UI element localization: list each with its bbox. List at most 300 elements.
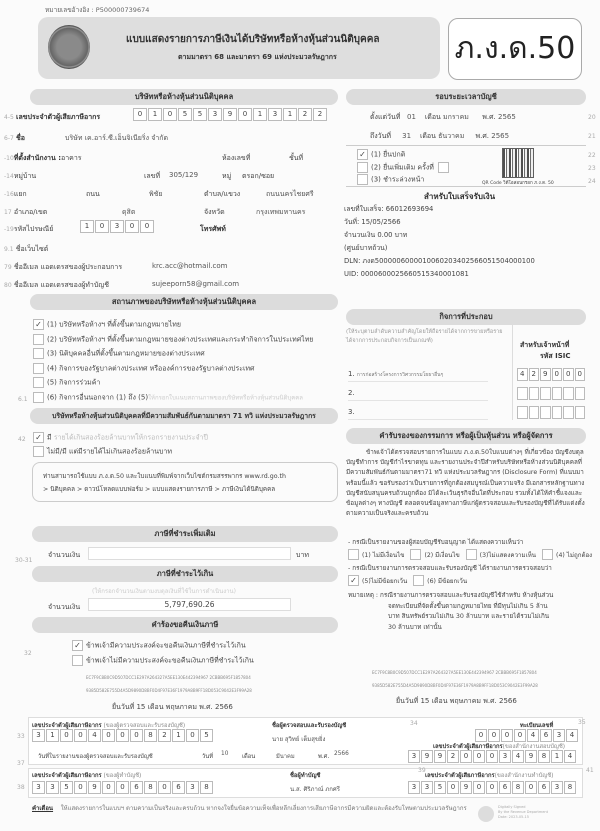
to-month: ธันวาคม: [438, 132, 465, 140]
option-label: (6) มีข้อยกเว้น: [427, 577, 468, 585]
option-label: (1) ยื่นปกติ: [371, 150, 406, 159]
option-item: [410, 552, 459, 559]
digit-box[interactable]: [517, 387, 528, 400]
isic-label: รหัส ISIC: [540, 352, 571, 360]
option-label: (2) บริษัทหรือห้างฯ ที่ตั้งขึ้นตามกฎหมายของต่างประเทศและกระทำกิจการในประเทศไทย: [47, 335, 314, 343]
digit-box[interactable]: 0: [163, 108, 177, 121]
digit-box[interactable]: 9: [460, 781, 472, 794]
signature-hash: EC7F9C8B0C9D507DCC1E297A264327A5EE130E442394967 2CBBB695F1857804: [372, 670, 537, 675]
digit-box[interactable]: 1: [253, 108, 267, 121]
qr-code-icon[interactable]: [503, 149, 533, 177]
digit-box[interactable]: 5: [434, 781, 446, 794]
line-number: 37: [17, 760, 25, 767]
certification-paragraph: ข้าพเจ้าได้ตรวจสอบรายการในแบบ ภ.ง.ด.50ใบแนบต่างๆ ที่เกี่ยวข้อง บัญชีงบดุล บัญชีทำการ บัญชีกำไรขาดทุน และรายงานประจำปีสำหรับบริษัทหรือห้างส่วนนิติบุคคลที่มีความสัมพันธ์กันตามมาตรา71 ทวิ แห่งประมวลรัษฎากร (Disclosure Form) ที่แนบมาพร้อมนี้แล้ว ขอรับรองว่าเป็นรายการที่ถูกต้องสมบูรณ์เป็นความจริง มีเอกสารหลักฐานทางบัญชีสนับสนุนครบถ้วนถูกต้อง มิได้ละเว้นธุรกิจอื่นใดที่ประกอบ รวมทั้งได้ให้คำชี้แจงและข้อมูลต่างๆ ทางบัญชี ตลอดจนข้อมูลทางภาษีแก่ผู้ตรวจสอบและรับรองบัญชีที่ได้รับแต่งตั้งตามความเป็นจริงและครบถ้วน: [346, 449, 585, 518]
month-label: เดือน: [242, 754, 256, 760]
digit-box[interactable]: 0: [95, 220, 109, 233]
accountant-tax-id-note: (ของผู้ทำบัญชี): [103, 773, 142, 779]
digit-box[interactable]: 0: [186, 729, 199, 742]
digit-box[interactable]: 9: [421, 750, 433, 763]
digit-box[interactable]: 2: [298, 108, 312, 121]
room-label: ห้องเลขที่: [222, 154, 251, 162]
digit-box[interactable]: 0: [133, 108, 147, 121]
accountant-name-label: ชื่อผู้ทำบัญชี: [290, 773, 321, 779]
receipt-line: จำนวนเงิน 0.00 บาท: [344, 231, 408, 239]
digit-box[interactable]: 0: [60, 729, 73, 742]
line-number: 22: [588, 152, 596, 159]
option-label: (4) ไม่ถูกต้อง: [556, 551, 593, 559]
subdistrict: ถนนนครไชยศรี: [266, 190, 314, 198]
digit-box[interactable]: 8: [512, 781, 524, 794]
digit-box[interactable]: 3: [32, 781, 45, 794]
period-section-header: รอบระยะเวลาบัญชี: [346, 89, 586, 105]
option-item: [33, 392, 313, 407]
amendment-number-field[interactable]: [438, 162, 449, 173]
day-label: วันที่: [202, 754, 214, 760]
digit-box[interactable]: 5: [178, 108, 192, 121]
digit-box[interactable]: 3: [553, 729, 565, 742]
house-no-label: เลขที่: [144, 172, 161, 180]
digit-box[interactable]: [552, 387, 563, 400]
digit-box[interactable]: 0: [74, 729, 87, 742]
digit-box[interactable]: 8: [200, 781, 213, 794]
line-number: 6.1: [18, 396, 28, 403]
checkbox[interactable]: [410, 549, 421, 560]
info-line: ท่านสามารถใช้แบบ ภ.ง.ด.50 และใบแนบที่พิมพ์จากเว็บไซต์กรมสรรพากร www.rd.go.th: [43, 473, 286, 480]
digit-box[interactable]: 9: [223, 108, 237, 121]
checkbox[interactable]: ✓: [348, 575, 359, 586]
house-no: 305/129: [169, 171, 199, 179]
related-no-checkbox[interactable]: [33, 446, 44, 457]
option-item: [33, 377, 313, 392]
line-number: 33: [17, 733, 25, 740]
case1-text: - กรณีเป็นรายงานของผู้สอบบัญชีรับอนุญาต ได้แสดงความเห็นว่า: [348, 539, 524, 546]
digit-box[interactable]: 3: [208, 108, 222, 121]
accountant-email-label: ชื่ออีเมล แอดเดรสของผู้ทำบัญชี: [13, 281, 110, 289]
digit-box[interactable]: 0: [74, 781, 87, 794]
checkbox[interactable]: [413, 575, 424, 586]
line-number: 20: [588, 114, 596, 121]
postal-label: รหัสไปรษณีย์: [13, 225, 54, 233]
digit-box[interactable]: 4: [88, 729, 101, 742]
stamp-line: By the Revenue Department: [498, 810, 548, 814]
business-row: [348, 389, 488, 401]
checkbox[interactable]: [33, 392, 44, 403]
certification-note: หมายเหตุ : กรณีรายงานการตรวจสอบและรับรองบัญชีใช้สำหรับ ห้างหุ้นส่วนจดทะเบียนที่จัดตั้งขึ้นตามกฎหมายไทย ที่มีทุนไม่เกิน 5 ล้านบาท สินทรัพย์รวมไม่เกิน 30 ล้านบาท และรายได้รวมไม่เกิน 30 ล้านบาท เท่านั้น: [348, 592, 554, 631]
month-label: เดือน: [424, 113, 441, 121]
checkbox[interactable]: [542, 549, 553, 560]
option-label: (2) มีเงื่อนไข: [424, 551, 460, 559]
related-yes-checkbox[interactable]: ✓: [33, 432, 44, 443]
digit-box[interactable]: 2: [529, 368, 540, 381]
digit-box[interactable]: 0: [563, 368, 574, 381]
option-label: (5) กิจการร่วมค้า: [47, 378, 101, 387]
month-label: เดือน: [419, 132, 436, 140]
accountant-tax-id-label: เลขประจำตัวผู้เสียภาษีอากร: [32, 773, 102, 779]
auditor-tax-id: [32, 729, 214, 742]
digit-box[interactable]: 5: [60, 781, 73, 794]
digit-box[interactable]: 1: [172, 729, 185, 742]
digit-box[interactable]: 6: [538, 781, 550, 794]
auditor-name: นาย สุวิทย์ เต็มสุขยิ่ง: [272, 736, 326, 743]
option-label: (3)ไม่แสดงความเห็น: [479, 551, 537, 559]
audit-office-tax-id: [408, 750, 577, 763]
to-date-label: ถึงวันที่: [370, 132, 391, 140]
related-yes-label: มี: [47, 433, 52, 442]
digit-box[interactable]: 0: [473, 750, 485, 763]
digit-box[interactable]: 0: [486, 781, 498, 794]
line-number: 32: [24, 650, 32, 657]
stamp-line: Date: 2023-05-15: [498, 815, 529, 819]
digit-box[interactable]: 6: [172, 781, 185, 794]
business-row: [348, 370, 488, 382]
digit-box[interactable]: 5: [200, 729, 213, 742]
stamp-line: Digitally Signed: [498, 805, 526, 809]
digit-box[interactable]: 5: [193, 108, 207, 121]
warning-text: ให้แสดงรายการในแบบฯ ตามความเป็นจริงและครบถ้วน หากจงใจยื่นข้อความเท็จเพื่อหลีกเลี่ยงการเสียภาษีอากรมีความผิดและต้องรับโทษตามประมวลรัษฎากร: [60, 805, 467, 812]
overpaid-tax-header: ภาษีที่ชำระไว้เกิน: [32, 566, 338, 582]
digit-box[interactable]: 8: [538, 750, 550, 763]
digit-box[interactable]: [529, 387, 540, 400]
digit-box[interactable]: 0: [130, 729, 143, 742]
business-no: 1.: [348, 370, 355, 378]
digit-box[interactable]: 2: [447, 750, 459, 763]
road-label: ถนน: [86, 190, 100, 198]
line-number: 79: [4, 264, 12, 271]
subdistrict-label: ตำบล/แขวง: [204, 190, 241, 198]
digit-box[interactable]: 3: [551, 781, 563, 794]
checkbox[interactable]: [33, 377, 44, 388]
digit-box[interactable]: 4: [566, 729, 578, 742]
yaek-label: แยก: [13, 190, 27, 198]
warning-label: คำเตือน: [32, 805, 54, 812]
digit-box[interactable]: 3: [408, 781, 420, 794]
certification-section-header: คำรับรองของกรรมการ หรือผู้เป็นหุ้นส่วน หรือผู้จัดการ: [346, 428, 586, 444]
report-year: 2566: [334, 751, 349, 757]
option-item: [33, 363, 313, 378]
digit-box[interactable]: 0: [102, 781, 115, 794]
digit-box[interactable]: 9: [434, 750, 446, 763]
additional-tax-header: ภาษีที่ชำระเพิ่มเติม: [32, 526, 338, 542]
signature-hash: EC7F9C8B0C9D507DCC1E297A264327A5EE130E442394967 2CBBB695F1857804: [86, 675, 251, 680]
line-number: 80: [4, 282, 12, 289]
village-label: หมู่บ้าน: [13, 172, 37, 180]
option-item: [348, 552, 404, 559]
option-item: [72, 655, 254, 670]
digit-box[interactable]: 0: [116, 729, 129, 742]
form-code-box: ภ.ง.ด.50: [448, 18, 582, 80]
digit-box[interactable]: 3: [421, 781, 433, 794]
checkbox[interactable]: ✓: [357, 149, 368, 160]
line-number: 30-31: [15, 557, 33, 564]
auditor-tax-id-note: (ของผู้ตรวจสอบและรับรองบัญชี): [103, 723, 186, 729]
year-label: พ.ศ.: [318, 754, 330, 760]
digit-box[interactable]: [540, 406, 551, 419]
checkbox[interactable]: [348, 549, 359, 560]
business-desc[interactable]: การก่อสร้างโครงการวิศวกรรมโยธาอื่นๆ: [356, 372, 444, 378]
business-note: (ให้ระบุตามลำดับความสำคัญโดยให้ถือรายได้จากการขายหรือรายได้จากการประกอบกิจการเป็นเกณฑ์): [346, 329, 503, 344]
company-section-header: บริษัทหรือห้างหุ้นส่วนนิติบุคคล: [30, 89, 338, 105]
digit-box[interactable]: 0: [575, 368, 586, 381]
digit-box[interactable]: 4: [517, 368, 528, 381]
option-label: ข้าพเจ้ามีความประสงค์จะขอคืนเงินภาษีที่ชำระไว้เกิน: [86, 641, 246, 650]
report-day: 10: [221, 751, 229, 757]
phone-label: โทรศัพท์: [200, 225, 226, 233]
digit-box[interactable]: 0: [525, 781, 537, 794]
from-date-label: ตั้งแต่วันที่: [370, 113, 401, 121]
road: พิชัย: [149, 190, 163, 198]
item6-hint: ให้กรอกใบแนบสถานภาพของบริษัทหรือห้างหุ้นส่วนนิติบุคคล: [148, 394, 303, 401]
digit-box[interactable]: 1: [80, 220, 94, 233]
isic-code: [517, 387, 586, 402]
website-label: ชื่อเว็บไซต์: [15, 245, 49, 253]
option-item: [542, 552, 592, 559]
option-item: [33, 319, 313, 334]
digit-box[interactable]: [575, 406, 586, 419]
line-number: -14: [4, 173, 14, 180]
digit-box[interactable]: 9: [88, 781, 101, 794]
business-no: 2.: [348, 389, 355, 397]
digit-box[interactable]: 6: [540, 729, 552, 742]
additional-tax-amount-label: จำนวนเงิน: [48, 551, 81, 559]
checkbox[interactable]: [33, 348, 44, 359]
digit-box[interactable]: 1: [148, 108, 162, 121]
line-number: 17: [4, 209, 12, 216]
digit-box[interactable]: [563, 406, 574, 419]
digit-box[interactable]: [575, 387, 586, 400]
related-section-header: บริษัทหรือห้างหุ้นส่วนนิติบุคคลที่มีความสัมพันธ์กันตามมาตรา 71 ทวิ แห่งประมวลรัษฎากร: [30, 408, 338, 424]
digit-box[interactable]: 0: [552, 368, 563, 381]
option-item: [413, 578, 467, 585]
digit-box[interactable]: 3: [32, 729, 45, 742]
checkbox[interactable]: ✓: [72, 640, 83, 651]
line-number: -16: [4, 191, 14, 198]
district: ดุสิต: [122, 208, 136, 216]
qr-caption: QR Code วิดีโอสอนกรอก ภ.ง.ด. 50: [482, 181, 554, 186]
digital-signature-stamp-icon: [478, 806, 494, 822]
company-name: บริษัท เค.อาร์.ซี.เอ็นจิเนียริ่ง จำกัด: [65, 134, 169, 142]
digit-box[interactable]: 3: [110, 220, 124, 233]
from-month: มกราคม: [443, 113, 469, 121]
province-label: จังหวัด: [204, 208, 225, 216]
filing-type-options: [357, 149, 452, 187]
digit-box[interactable]: 0: [488, 729, 500, 742]
signature-hash: 9385D582E755D4A5D9890D8BF0D4F97E36F1979A8B9FF18D053C9042E3F99A28: [86, 688, 252, 693]
postal-code: [80, 220, 155, 233]
digit-box[interactable]: 6: [499, 781, 511, 794]
to-day: 31: [402, 132, 412, 140]
line-number: 9.1: [4, 246, 14, 253]
digit-box[interactable]: 2: [313, 108, 327, 121]
option-item: [72, 640, 254, 655]
digit-box[interactable]: 1: [551, 750, 563, 763]
refund-filing-date: ยื่นวันที่ 15 เดือน พฤษภาคม พ.ศ. 2566: [112, 703, 233, 711]
option-item: [357, 162, 452, 175]
digit-box[interactable]: 3: [268, 108, 282, 121]
checkbox[interactable]: ✓: [33, 319, 44, 330]
digit-box[interactable]: 3: [186, 781, 199, 794]
signature-hash: 9385D582E755D4A5D9890D8BF0D4F97E36F1979A8B9FF18D053C9042E3F99A28: [372, 683, 538, 688]
refund-options: [72, 640, 254, 670]
receipt-title: สำหรับใบเสร็จรับเงิน: [424, 192, 496, 201]
auditor-tax-id-label: เลขประจำตัวผู้เสียภาษีอากร: [32, 723, 102, 729]
checkbox[interactable]: [357, 174, 368, 185]
business-section-header: กิจการที่ประกอบ: [346, 309, 586, 325]
receipt-line: (ศูนย์บาทถ้วน): [344, 244, 388, 252]
digit-box[interactable]: 1: [283, 108, 297, 121]
digit-box[interactable]: 4: [564, 750, 576, 763]
receipt-line: UID: 000060002566051534000108​1: [344, 270, 469, 278]
form-subtitle: ตามมาตรา 68 และมาตรา 69 แห่งประมวลรัษฎากร: [178, 53, 337, 61]
status-list: [33, 319, 313, 406]
accounting-office-tax-id: [408, 781, 577, 794]
overpaid-amount-label: จำนวนเงิน: [48, 603, 81, 611]
overpaid-amount-field[interactable]: 5,797,690.26: [88, 598, 291, 611]
checkbox[interactable]: [33, 363, 44, 374]
additional-tax-amount-field[interactable]: [88, 547, 291, 560]
audit-report-options: [348, 575, 473, 586]
line-number: 34: [410, 720, 418, 727]
checkbox[interactable]: [466, 549, 477, 560]
refund-section-header: คำร้องขอคืนเงินภาษี: [32, 617, 338, 633]
business-row: [348, 408, 488, 420]
line-number: 38: [17, 784, 25, 791]
from-year: 2565: [498, 113, 516, 121]
digit-box[interactable]: 0: [486, 750, 498, 763]
isic-code: [517, 406, 586, 421]
accountant-name: น.ส. ศิริภาณ์ ภกศรี: [290, 786, 340, 793]
year-label: พ.ศ.: [475, 132, 490, 140]
digit-box[interactable]: 3: [46, 781, 59, 794]
digit-box[interactable]: 4: [527, 729, 539, 742]
auditor-reg-label: ทะเบียนเลขที่: [520, 723, 554, 729]
status-section-header: สถานภาพของบริษัทหรือห้างหุ้นส่วนนิติบุคคล: [30, 294, 338, 310]
option-label: ข้าพเจ้าไม่มีความประสงค์จะขอคืนเงินภาษีที่ชำระไว้เกิน: [86, 656, 254, 665]
digit-box[interactable]: [563, 387, 574, 400]
report-date-label: วันที่ในรายงานของผู้ตรวจสอบและรับรองบัญชี: [38, 754, 153, 760]
option-label: (6) กิจการอื่นนอกจาก (1) ถึง (5): [47, 393, 149, 401]
receipt-line: DLN: ภงด500000600001006020340256605150400010​0: [344, 257, 535, 265]
digit-box[interactable]: [517, 406, 528, 419]
digit-box[interactable]: 9: [540, 368, 551, 381]
option-label: (5)ไม่มีข้อยกเว้น: [362, 577, 408, 585]
line-number: 21: [588, 133, 596, 140]
line-number: 42: [18, 436, 26, 443]
digit-box[interactable]: 0: [140, 220, 154, 233]
digit-box[interactable]: 0: [460, 750, 472, 763]
form-title: แบบแสดงรายการภาษีเงินได้บริษัทหรือห้างหุ้นส่วนนิติบุคคล: [126, 34, 380, 45]
accountant-tax-id: [32, 781, 214, 794]
digit-box[interactable]: 6: [130, 781, 143, 794]
isic-code: [517, 368, 586, 381]
related-yes-hint: รายได้เกินสองร้อยล้านบาทให้กรอกรายงานประจำปี: [53, 433, 208, 442]
operator-email: krc.acc@hotmail.com: [152, 262, 228, 270]
additional-tax-unit: บาท: [296, 551, 309, 559]
floor-label: ชั้นที่: [289, 154, 304, 162]
option-item: [33, 334, 313, 349]
soi-label: ตรอก/ซอย: [242, 172, 275, 180]
company-tax-id: [133, 108, 328, 121]
digit-box[interactable]: [552, 406, 563, 419]
officer-label: สำหรับเจ้าหน้าที่: [520, 341, 570, 349]
related-no-label: ไม่มี/มี แต่มีรายได้ไม่เกินสองร้อยล้านบาท: [47, 447, 172, 456]
digit-box[interactable]: 3: [499, 750, 511, 763]
option-item: [357, 174, 452, 187]
digit-box[interactable]: 0: [447, 781, 459, 794]
digit-box[interactable]: 0: [116, 781, 129, 794]
year-label: พ.ศ.: [482, 113, 496, 121]
download-info-box: [32, 462, 338, 502]
audit-office-tax-label: เลขประจำตัวผู้เสียภาษีอากร: [433, 744, 503, 750]
line-number: 24: [588, 178, 596, 185]
from-day: 01: [407, 113, 416, 121]
digit-box[interactable]: 0: [125, 220, 139, 233]
option-label: (1) บริษัทหรือห้างฯ ที่ตั้งขึ้นตามกฎหมายไทย: [47, 320, 181, 329]
digit-box[interactable]: 8: [144, 729, 157, 742]
line-number: 35: [578, 719, 586, 726]
revenue-department-logo-icon: [48, 25, 90, 69]
checkbox[interactable]: [72, 655, 83, 666]
certification-date: ยื่นวันที่ 15 เดือน พฤษภาคม พ.ศ. 2566: [396, 697, 517, 705]
digit-box[interactable]: 0: [473, 781, 485, 794]
digit-box[interactable]: 1: [46, 729, 59, 742]
digit-box[interactable]: 2: [158, 729, 171, 742]
line-number: 4-5: [4, 114, 14, 121]
receipt-line: วันที่: 15/05/2566: [344, 218, 401, 226]
digit-box[interactable]: 0: [238, 108, 252, 121]
digit-box[interactable]: 9: [525, 750, 537, 763]
receipt-line: เลขที่ใบเสร็จ: 66012693694: [344, 205, 434, 213]
option-item: [348, 578, 407, 585]
digit-box[interactable]: 0: [158, 781, 171, 794]
form-header: [38, 17, 440, 79]
digit-box[interactable]: 0: [102, 729, 115, 742]
line-number: 39: [418, 767, 426, 774]
line-number: -10: [4, 155, 14, 162]
name-label: ชื่อ: [16, 134, 26, 142]
checkbox[interactable]: [357, 162, 368, 173]
digit-box[interactable]: 4: [512, 750, 524, 763]
info-line: > นิติบุคคล > ดาวน์โหลดแบบฟอร์ม > แบบแสดงรายการภาษี > ภาษีเงินได้นิติบุคคล: [43, 486, 276, 493]
digit-box[interactable]: [529, 406, 540, 419]
reference-number: หมายเลขอ้างอิง : P500000739674: [45, 6, 150, 14]
line-number: 23: [588, 165, 596, 172]
to-year: 2565: [491, 132, 510, 140]
accounting-office-tax-label: เลขประจำตัวผู้เสียภาษีอากร: [425, 773, 495, 779]
line-number: 6-7: [4, 135, 14, 142]
digit-box[interactable]: 3: [408, 750, 420, 763]
option-item: [466, 552, 536, 559]
digit-box[interactable]: 0: [501, 729, 513, 742]
digit-box[interactable]: [540, 387, 551, 400]
digit-box[interactable]: 8: [564, 781, 576, 794]
case2-text: - กรณีเป็นรายงานการตรวจสอบและรับรองบัญชี ได้รายงานการตรวจสอบว่า: [348, 565, 552, 572]
option-label: (1) ไม่มีเงื่อนไข: [362, 551, 405, 559]
auditor-opinion-options: [348, 549, 598, 560]
option-label: (4) กิจการของรัฐบาลต่างประเทศ หรือองค์การของรัฐบาลต่างประเทศ: [47, 364, 255, 372]
auditor-name-label: ชื่อผู้ตรวจสอบและรับรองบัญชี: [272, 723, 347, 729]
accountant-email: sujeeporn58@gmail.com: [152, 280, 240, 288]
digit-box[interactable]: 0: [514, 729, 526, 742]
digit-box[interactable]: 0: [475, 729, 487, 742]
digit-box[interactable]: 8: [144, 781, 157, 794]
accounting-office-tax-note: (ของสำนักงานทำบัญชี): [494, 773, 554, 779]
line-number: -19: [4, 226, 14, 233]
checkbox[interactable]: [33, 334, 44, 345]
option-label: (3) ชำระล่วงหน้า: [371, 175, 425, 184]
district-label: อำเภอ/เขต: [13, 208, 48, 216]
province: กรุงเทพมหานคร: [256, 208, 306, 216]
option-label: (2) ยื่นเพิ่มเติม ครั้งที่: [371, 163, 434, 171]
